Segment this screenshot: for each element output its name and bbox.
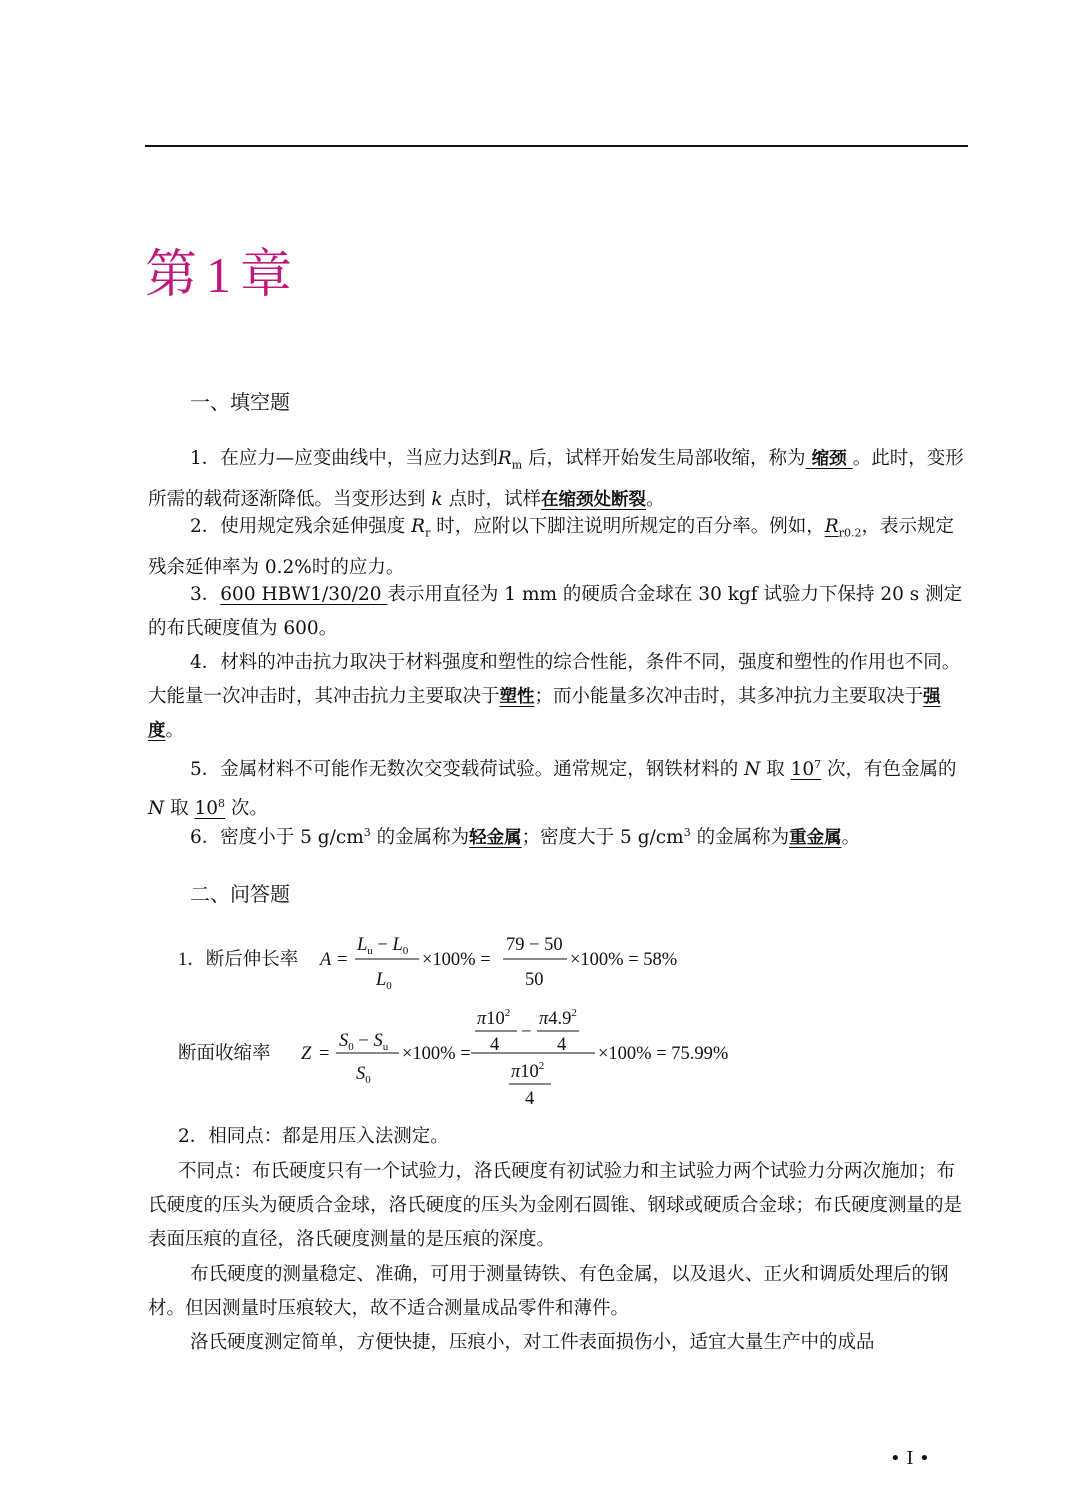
- answer-necking: 缩颈: [805, 449, 853, 469]
- question-4: 4．材料的冲击抗力取决于材料强度和塑性的综合性能，条件不同，强度和塑性的作用也不同。大能量一次冲击时，其冲击抗力主要取决于塑性；而小能量多次冲击时，其多冲抗力主要取决于强度。: [148, 652, 961, 741]
- page-number: • I •: [890, 1448, 930, 1469]
- question-5: 5．金属材料不可能作无数次交变载荷试验。通常规定，钢铁材料的 N 取 $10^7$ 次，有色金属的 N 取 $10^8$ 次。: [148, 758, 957, 820]
- formula-elongation: [175, 928, 735, 994]
- answer-light-metal: 轻金属: [469, 828, 522, 849]
- answer-rr02: $R_{r0.2}$: [824, 516, 862, 540]
- answer-2-difference: 不同点：布氏硬度只有一个试验力，洛氏硬度有初试验力和主试验力两个试验力分两次施加；布氏硬度的压头为硬质合金球，洛氏硬度的压头为金刚石圆锥、钢球或硬质合金球；布氏硬度测量的是表面压痕的直径，洛氏硬度测量的是压痕的深度。: [148, 1161, 963, 1250]
- question-3: 3．600 HBW1/30/20 表示用直径为 1 mm 的硬质合金球在 30 kgf 试验力下保持 20 s 测定的布氏硬度值为 600。: [148, 584, 963, 639]
- svg-text:=: =: [337, 950, 348, 970]
- formula-reduction-of-area: [175, 1002, 775, 1114]
- answer-10-7: $10^7$: [790, 758, 822, 781]
- formula-1-label: 1．断后伸长率: [178, 950, 299, 970]
- svg-text:Lu − L0: $L_u - L_0$: [357, 935, 409, 957]
- svg-text:4: 4: [557, 1035, 567, 1055]
- svg-text:×100% =: ×100% =: [422, 950, 491, 970]
- question-1: 1．在应力—应变曲线中，当应力达到$R_m$ 后，试样开始发生局部收缩，称为 缩颈 。此时，变形所需的载荷逐渐降低。当变形达到 k 点时，试样在缩颈处断裂。: [148, 448, 964, 510]
- section-fill-in-title: 一、填空题: [190, 390, 290, 414]
- formula-2-label: 断面收缩率: [178, 1044, 271, 1064]
- svg-text:−: −: [521, 1022, 532, 1042]
- header-rule: [145, 145, 968, 147]
- answer-plasticity: 塑性: [499, 687, 535, 707]
- svg-text:50: 50: [525, 970, 544, 990]
- svg-text:×100% =: ×100% =: [402, 1044, 471, 1064]
- answer-2-rockwell: 洛氏硬度测定简单，方便快捷，压痕小，对工件表面损伤小，适宜大量生产中的成品: [190, 1332, 875, 1353]
- answer-strength: 强度: [148, 687, 941, 741]
- svg-text:4: 4: [525, 1089, 535, 1109]
- svg-text:×100% = 75.99%: ×100% = 75.99%: [598, 1044, 729, 1064]
- svg-text:S0: $S_0$: [356, 1064, 371, 1086]
- answer-heavy-metal: 重金属: [789, 828, 842, 849]
- question-2: 2．使用规定残余延伸强度 $R_r$ 时，应附以下脚注说明所规定的百分率。例如，$R_{r0.2}$，表示规定残余延伸率为 0.2%时的应力。: [148, 516, 954, 578]
- chapter-title: 第 1 章: [145, 245, 294, 305]
- svg-text:L0: $L_0$: [376, 970, 392, 992]
- answer-fracture: 在缩颈处断裂: [541, 489, 646, 510]
- answer-hbw: 600 HBW1/30/20: [220, 584, 388, 605]
- answer-2-similarity: 2．相同点：都是用压入法测定。: [178, 1126, 449, 1147]
- svg-text:π102: $\pi 10^2$: [477, 1007, 511, 1029]
- svg-text:S0 − Su: $S_0 - S_u$: [339, 1031, 389, 1053]
- svg-text:=: =: [319, 1044, 330, 1064]
- svg-text:×100% = 58%: ×100% = 58%: [570, 950, 678, 970]
- svg-text:4: 4: [490, 1035, 500, 1055]
- question-6: 6．密度小于 5 $g/cm^3$ 的金属称为轻金属；密度大于 5 $g/cm^3$ 的金属称为重金属。: [190, 826, 861, 849]
- section-qa-title: 二、问答题: [190, 882, 290, 906]
- answer-2-brinell: 布氏硬度的测量稳定、准确，可用于测量铸铁、有色金属，以及退火、正火和调质处理后的钢材。但因测量时压痕较大，故不适合测量成品零件和薄件。: [148, 1264, 949, 1319]
- svg-text:π102: $\pi 10^2$: [511, 1060, 545, 1082]
- svg-text:π4.92: $\pi 4.9^2$: [539, 1007, 577, 1029]
- answer-10-8: $10^8$: [194, 797, 225, 820]
- formula-2-var: Z: [301, 1044, 312, 1064]
- svg-text:79 − 50: 79 − 50: [506, 935, 563, 955]
- formula-1-var: A: [320, 950, 332, 970]
